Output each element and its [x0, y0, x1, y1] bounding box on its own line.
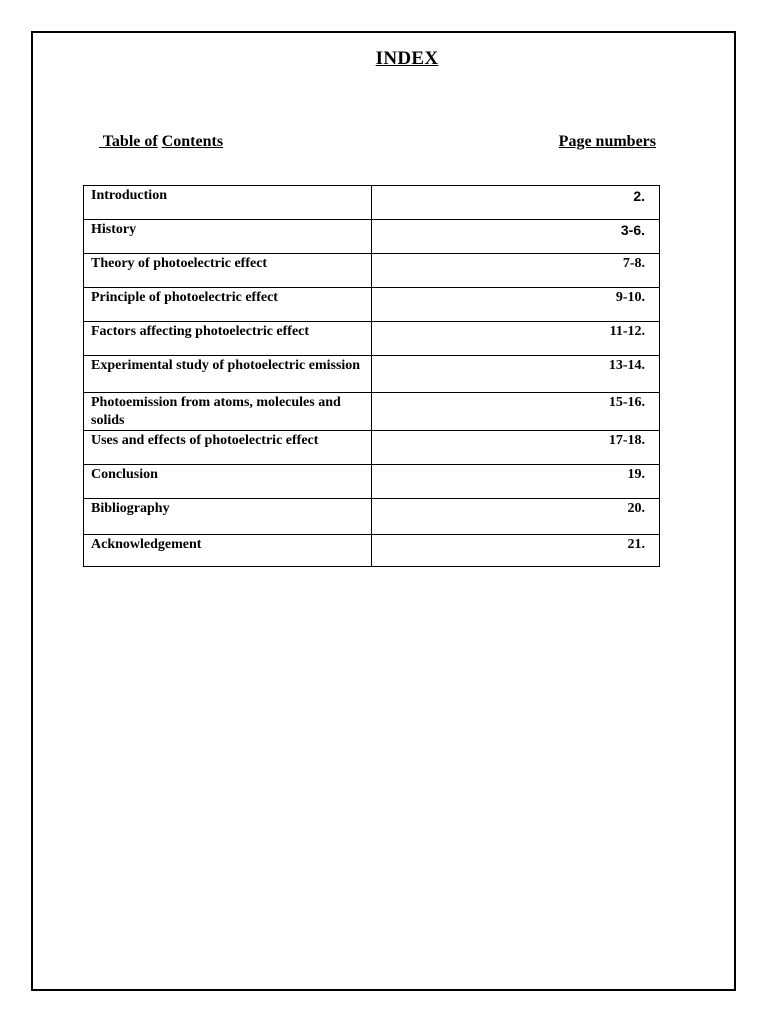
toc-page-number: 11-12.	[372, 322, 660, 356]
toc-topic: Acknowledgement	[84, 535, 372, 567]
toc-topic: Theory of photoelectric effect	[84, 254, 372, 288]
page-title: INDEX	[375, 48, 439, 69]
table-row	[84, 220, 660, 254]
page-numbers-column-header: Page numbers	[558, 133, 656, 150]
table-row	[84, 393, 660, 431]
toc-topic: Introduction	[84, 186, 372, 220]
table-row	[84, 465, 660, 499]
toc-page-number: 2.	[372, 186, 660, 220]
toc-column-header	[99, 133, 223, 151]
toc-topic: Conclusion	[84, 465, 372, 499]
toc-header-suffix: Contents	[161, 133, 224, 150]
table-row	[84, 499, 660, 535]
toc-topic: Experimental study of photoelectric emission	[84, 356, 372, 393]
toc-page-number: 19.	[372, 465, 660, 499]
table-row	[84, 288, 660, 322]
toc-topic: Factors affecting photoelectric effect	[84, 322, 372, 356]
table-row	[84, 356, 660, 393]
toc-page-number: 21.	[372, 535, 660, 567]
table-row	[84, 535, 660, 567]
toc-header-prefix: Table of	[102, 133, 158, 150]
toc-topic: History	[84, 220, 372, 254]
toc-page-number: 20.	[372, 499, 660, 535]
toc-topic: Principle of photoelectric effect	[84, 288, 372, 322]
toc-table	[83, 185, 660, 567]
toc-page-number: 13-14.	[372, 356, 660, 393]
toc-topic: Uses and effects of photoelectric effect	[84, 431, 372, 465]
table-row	[84, 322, 660, 356]
table-row	[84, 431, 660, 465]
table-row	[84, 254, 660, 288]
toc-topic: Bibliography	[84, 499, 372, 535]
toc-page-number: 7-8.	[372, 254, 660, 288]
toc-page-number: 9-10.	[372, 288, 660, 322]
toc-page-number: 15-16.	[372, 393, 660, 431]
toc-page-number: 3-6.	[372, 220, 660, 254]
table-row	[84, 186, 660, 220]
toc-page-number: 17-18.	[372, 431, 660, 465]
toc-topic: Photoemission from atoms, molecules and solids	[84, 393, 372, 431]
